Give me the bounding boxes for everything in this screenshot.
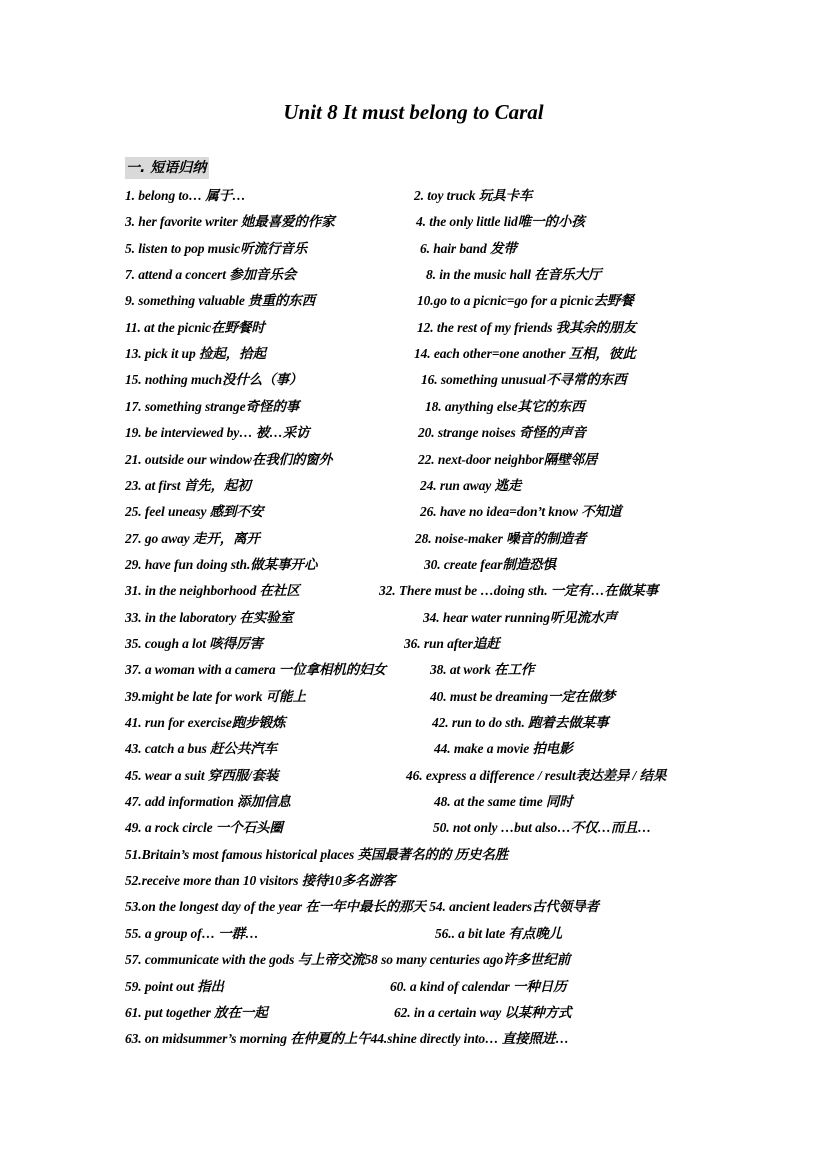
phrase-line <box>0 502 827 522</box>
phrase-right: 48. at the same time 同时 <box>434 794 573 810</box>
phrase-right: 2. toy truck 玩具卡车 <box>414 188 533 203</box>
phrase-left: 47. add information 添加信息 <box>125 794 291 810</box>
phrase-left: 7. attend a concert 参加音乐会 <box>125 267 297 283</box>
phrase-left: 51.Britain’s most famous historical places 英国最著名的的 历史名胜 <box>125 846 509 862</box>
phrase-right: 32. There must be …doing sth. 一定有…在做某事 <box>379 583 658 599</box>
phrase-line <box>0 687 827 707</box>
phrase-line <box>0 634 827 654</box>
phrase-line <box>0 1029 827 1049</box>
phrase-left: 33. in the laboratory 在实验室 <box>125 609 294 625</box>
phrase-right: 46. express a difference / result表达差异 / 结果 <box>406 767 667 783</box>
phrase-right: 38. at work 在工作 <box>430 662 535 678</box>
phrase-line <box>0 555 827 575</box>
phrase-line <box>0 212 827 232</box>
phrase-right: 30. create fear制造恐惧 <box>424 556 556 572</box>
phrase-right: 26. have no idea=don’t know 不知道 <box>420 504 622 520</box>
phrase-line <box>0 713 827 733</box>
phrase-right: 36. run after追赶 <box>404 635 500 651</box>
phrase-line <box>0 423 827 443</box>
phrase-line <box>0 608 827 628</box>
phrase-right: 6. hair band 发带 <box>420 240 517 256</box>
phrase-line <box>0 291 827 311</box>
phrase-left: 27. go away 走开，离开 <box>125 530 260 546</box>
phrase-left: 35. cough a lot 咳得厉害 <box>125 635 263 651</box>
phrase-left: 13. pick it up 捡起，拾起 <box>125 346 266 362</box>
phrase-line <box>0 792 827 812</box>
phrase-right: 24. run away 逃走 <box>420 477 522 493</box>
phrase-line <box>0 397 827 417</box>
phrase-left: 19. be interviewed by… 被…采访 <box>125 425 310 441</box>
phrase-left: 1. belong to… 属于… <box>125 188 246 203</box>
phrase-line <box>0 476 827 496</box>
phrase-line <box>0 739 827 759</box>
phrase-right: 50. not only …but also…不仅…而且… <box>433 820 651 836</box>
phrase-left: 41. run for exercise跑步锻炼 <box>125 715 286 730</box>
phrase-left: 37. a woman with a camera 一位拿相机的妇女 <box>125 662 386 678</box>
phrase-left: 55. a group of… 一群… <box>125 925 259 941</box>
phrase-right: 56.. a bit late 有点晚儿 <box>435 925 562 941</box>
phrase-left: 17. something strange奇怪的事 <box>125 398 300 414</box>
phrase-line <box>0 818 827 838</box>
document-title: Unit 8 It must belong to Caral <box>283 100 544 124</box>
phrase-line <box>0 897 827 917</box>
phrase-line <box>0 924 827 944</box>
phrase-left: 61. put together 放在一起 <box>125 1004 268 1020</box>
phrase-line <box>0 450 827 470</box>
phrase-right: 62. in a certain way 以某种方式 <box>394 1004 572 1020</box>
phrase-left: 25. feel uneasy 感到不安 <box>125 504 264 520</box>
phrase-left: 57. communicate with the gods 与上帝交流58 so many centuries ago许多世纪前 <box>125 952 571 968</box>
phrase-left: 52.receive more than 10 visitors 接待10多名游客 <box>125 873 396 889</box>
phrase-right: 18. anything else其它的东西 <box>425 398 585 414</box>
phrase-right: 10.go to a picnic=go for a picnic去野餐 <box>417 293 634 309</box>
phrase-right: 14. each other=one another 互相，彼此 <box>414 346 636 362</box>
phrase-right: 4. the only little lid唯一的小孩 <box>416 214 585 230</box>
section-heading-phrase-summary: 一. 短语归纳 <box>125 157 209 179</box>
phrase-left: 53.on the longest day of the year 在一年中最长的那天 54. ancient leaders古代领导者 <box>125 899 599 915</box>
phrase-left: 5. listen to pop music听流行音乐 <box>125 240 308 256</box>
phrase-line <box>0 318 827 338</box>
phrase-left: 9. something valuable 贵重的东西 <box>125 293 316 309</box>
phrase-line <box>0 845 827 865</box>
phrase-line <box>0 950 827 970</box>
phrase-left: 29. have fun doing sth.做某事开心 <box>125 556 318 572</box>
phrase-right: 44. make a movie 拍电影 <box>434 741 573 757</box>
phrase-left: 63. on midsummer’s morning 在仲夏的上午44.shine directly into… 直接照进… <box>125 1031 569 1047</box>
phrase-line <box>0 370 827 390</box>
phrase-right: 40. must be dreaming一定在做梦 <box>430 688 616 704</box>
phrase-left: 39.might be late for work 可能上 <box>125 688 306 704</box>
phrase-line <box>0 265 827 285</box>
phrase-left: 49. a rock circle 一个石头圈 <box>125 820 283 836</box>
phrase-left: 21. outside our window在我们的窗外 <box>125 451 333 467</box>
phrase-right: 20. strange noises 奇怪的声音 <box>418 425 586 441</box>
phrase-left: 11. at the picnic在野餐时 <box>125 319 265 335</box>
phrase-left: 59. point out 指出 <box>125 978 224 994</box>
phrase-right: 8. in the music hall 在音乐大厅 <box>426 267 602 283</box>
phrase-line <box>0 581 827 601</box>
phrase-line <box>0 766 827 786</box>
phrase-right: 16. something unusual不寻常的东西 <box>421 372 627 388</box>
phrase-left: 15. nothing much没什么（事） <box>125 372 303 388</box>
phrase-left: 23. at first 首先，起初 <box>125 477 251 493</box>
phrase-line <box>0 871 827 891</box>
phrase-right: 42. run to do sth. 跑着去做某事 <box>432 715 609 730</box>
phrase-right: 28. noise-maker 噪音的制造者 <box>415 530 587 546</box>
phrase-left: 31. in the neighborhood 在社区 <box>125 583 300 599</box>
phrase-right: 22. next-door neighbor隔壁邻居 <box>418 451 598 467</box>
phrase-line <box>0 660 827 680</box>
phrase-right: 12. the rest of my friends 我其余的朋友 <box>417 319 637 335</box>
phrase-right: 60. a kind of calendar 一种日历 <box>390 978 567 994</box>
phrase-line <box>0 344 827 364</box>
phrase-left: 3. her favorite writer 她最喜爱的作家 <box>125 214 335 230</box>
phrase-line <box>0 1003 827 1023</box>
phrase-right: 34. hear water running听见流水声 <box>423 609 617 625</box>
phrase-line <box>0 529 827 549</box>
phrase-left: 45. wear a suit 穿西服/套装 <box>125 767 279 783</box>
phrase-line <box>0 239 827 259</box>
phrase-line <box>0 186 827 206</box>
phrase-line <box>0 977 827 997</box>
phrase-left: 43. catch a bus 赶公共汽车 <box>125 741 278 757</box>
